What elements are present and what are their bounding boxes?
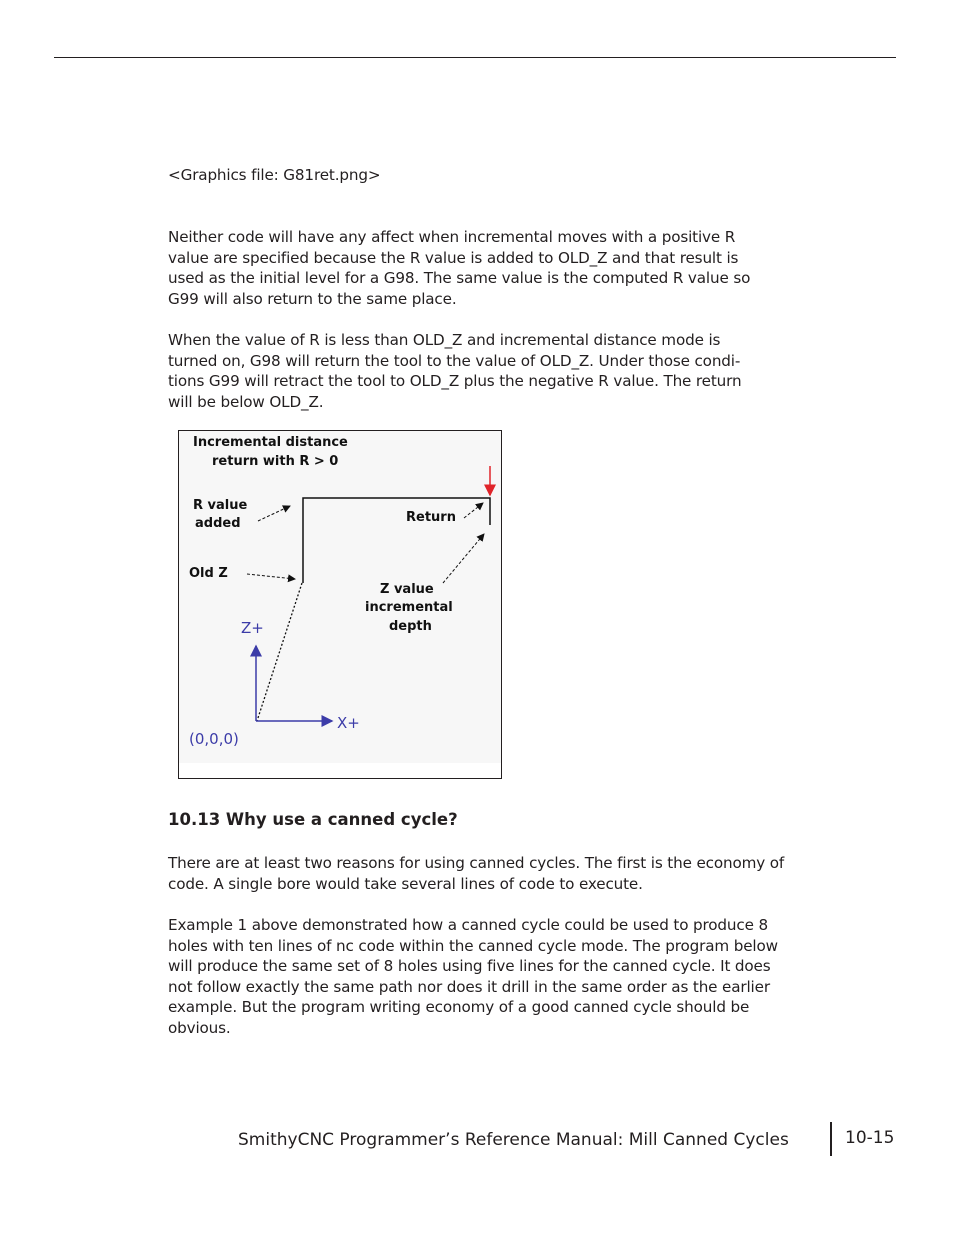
diagram-subtitle: return with R > 0: [212, 454, 339, 469]
section-heading: 10.13 Why use a canned cycle?: [168, 810, 458, 829]
z-value-label-2: incremental: [365, 600, 453, 615]
return-label: Return: [406, 510, 456, 525]
r-value-label-2: added: [195, 516, 241, 531]
old-z-label: Old Z: [189, 566, 228, 581]
rapid-path-dotted: [257, 583, 302, 721]
header-rule: [54, 57, 896, 58]
z-value-label-3: depth: [389, 619, 432, 634]
graphics-placeholder: <Graphics file: G81ret.png>: [168, 166, 381, 184]
z-value-label: Z value: [380, 582, 434, 597]
footer-title: SmithyCNC Programmer’s Reference Manual: Mill Canned Cycles: [238, 1130, 789, 1150]
paragraph: There are at least two reasons for using canned cycles. The first is the economy of code. A single bore would take several lines of code to execute.: [168, 854, 785, 893]
tool-path: [303, 498, 490, 583]
r-value-label: R value: [193, 498, 248, 513]
return-arrow: [464, 503, 483, 518]
z-axis-label: Z+: [241, 619, 264, 637]
paragraph: Neither code will have any affect when incremental moves with a positive R value are specified because the R value is added to OLD_Z and that result is used as the initial level for a G98. The same value is the computed R value so G99 will also return to the same place.: [168, 228, 751, 308]
z-value-arrow: [443, 534, 484, 583]
origin-label: (0,0,0): [189, 730, 239, 748]
footer-divider: [830, 1122, 832, 1156]
diagram-title: Incremental distance: [193, 435, 348, 450]
old-z-arrow: [247, 574, 295, 579]
incremental-return-diagram: [178, 430, 502, 779]
x-axis-label: X+: [337, 714, 360, 732]
page-number: 10-15: [845, 1128, 895, 1148]
paragraph: When the value of R is less than OLD_Z and incremental distance mode is turned on, G98 will return the tool to the value of OLD_Z. Under those condi-tions G99 will retract the tool to OLD_Z plus the negative R value. The return will be below OLD_Z.: [168, 331, 742, 411]
r-value-arrow: [258, 506, 290, 521]
paragraph: Example 1 above demonstrated how a canned cycle could be used to produce 8 holes with ten lines of nc code within the canned cycle mode. The program below will produce the same set of 8 holes using five lines for the canned cycle. It does not follow exactly the same path nor does it drill in the same order as the earlier example. But the program writing economy of a good canned cycle should be obvious.: [168, 916, 778, 1037]
